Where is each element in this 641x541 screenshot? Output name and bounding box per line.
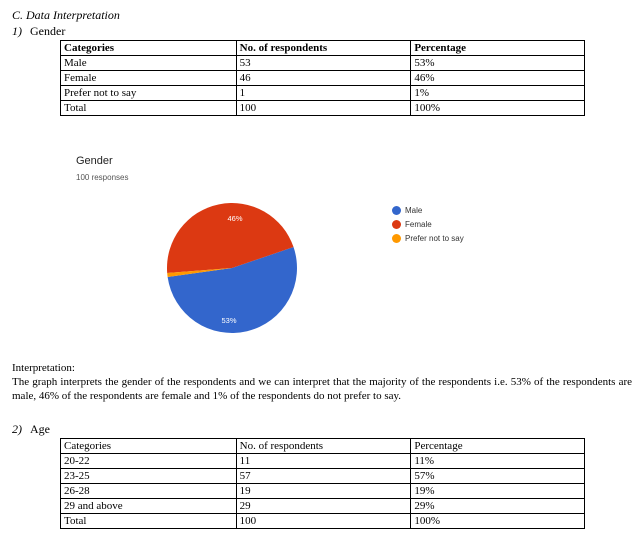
table-cell: 19 bbox=[236, 484, 411, 499]
slice-label-male: 53% bbox=[221, 316, 237, 325]
table-header-row bbox=[61, 439, 585, 454]
table-cell: Total bbox=[61, 101, 237, 116]
table-row bbox=[61, 499, 585, 514]
header-cell: No. of respondents bbox=[236, 41, 411, 56]
gender-table bbox=[60, 40, 585, 116]
table-cell: Total bbox=[61, 514, 237, 529]
legend-item bbox=[392, 231, 464, 245]
section-label: C. bbox=[12, 8, 24, 22]
table-cell: 46% bbox=[411, 71, 585, 86]
age-title: Age bbox=[30, 422, 50, 436]
table-row bbox=[61, 101, 585, 116]
table-cell: 53% bbox=[411, 56, 585, 71]
table-cell: 11 bbox=[236, 454, 411, 469]
legend-swatch bbox=[392, 206, 401, 215]
table-cell: 100 bbox=[236, 101, 411, 116]
table-cell: 20-22 bbox=[61, 454, 237, 469]
interpretation-text: The graph interprets the gender of the respondents and we can interpret that the majority of the respondents i.e. 53% of the respondents are male, 46% of the respondents are female and 1% of the respondents do not prefer to say. bbox=[12, 376, 632, 402]
header-cell: Categories bbox=[61, 439, 237, 454]
header-cell: Percentage bbox=[411, 439, 585, 454]
table-cell: 57% bbox=[411, 469, 585, 484]
table-cell: 26-28 bbox=[61, 484, 237, 499]
legend-swatch bbox=[392, 220, 401, 229]
age-subheading bbox=[12, 422, 50, 437]
header-cell: Categories bbox=[61, 41, 237, 56]
table-cell: Prefer not to say bbox=[61, 86, 237, 101]
table-row bbox=[61, 484, 585, 499]
legend-item bbox=[392, 217, 464, 231]
table-cell: 100% bbox=[411, 514, 585, 529]
chart-legend bbox=[392, 203, 464, 245]
legend-label: Female bbox=[405, 219, 432, 229]
age-number: 2) bbox=[12, 422, 22, 436]
table-cell: 29% bbox=[411, 499, 585, 514]
legend-label: Male bbox=[405, 205, 423, 215]
table-row bbox=[61, 469, 585, 484]
table-row bbox=[61, 56, 585, 71]
table-row bbox=[61, 86, 585, 101]
gender-title: Gender bbox=[30, 24, 66, 38]
table-cell: 11% bbox=[411, 454, 585, 469]
legend-label: Prefer not to say bbox=[405, 233, 464, 243]
table-cell: 53 bbox=[236, 56, 411, 71]
table-cell: 19% bbox=[411, 484, 585, 499]
header-cell: No. of respondents bbox=[236, 439, 411, 454]
legend-swatch bbox=[392, 234, 401, 243]
pie-chart bbox=[150, 190, 320, 350]
table-cell: 23-25 bbox=[61, 469, 237, 484]
table-cell: Female bbox=[61, 71, 237, 86]
chart-title: Gender bbox=[76, 155, 113, 167]
gender-subheading bbox=[12, 24, 65, 39]
table-row bbox=[61, 514, 585, 529]
table-header-row bbox=[61, 41, 585, 56]
table-cell: 1 bbox=[236, 86, 411, 101]
gender-number: 1) bbox=[12, 24, 22, 38]
slice-label-female: 46% bbox=[227, 214, 243, 223]
table-cell: 46 bbox=[236, 71, 411, 86]
legend-item bbox=[392, 203, 464, 217]
table-cell: Male bbox=[61, 56, 237, 71]
chart-subtitle: 100 responses bbox=[76, 173, 129, 182]
section-title: Data Interpretation bbox=[26, 8, 120, 22]
section-heading bbox=[12, 8, 120, 23]
interpretation-label: Interpretation: bbox=[12, 362, 75, 374]
table-cell: 29 bbox=[236, 499, 411, 514]
table-cell: 100% bbox=[411, 101, 585, 116]
table-cell: 29 and above bbox=[61, 499, 237, 514]
header-cell: Percentage bbox=[411, 41, 585, 56]
age-table bbox=[60, 438, 585, 529]
table-row bbox=[61, 454, 585, 469]
table-row bbox=[61, 71, 585, 86]
table-cell: 1% bbox=[411, 86, 585, 101]
table-cell: 100 bbox=[236, 514, 411, 529]
table-cell: 57 bbox=[236, 469, 411, 484]
